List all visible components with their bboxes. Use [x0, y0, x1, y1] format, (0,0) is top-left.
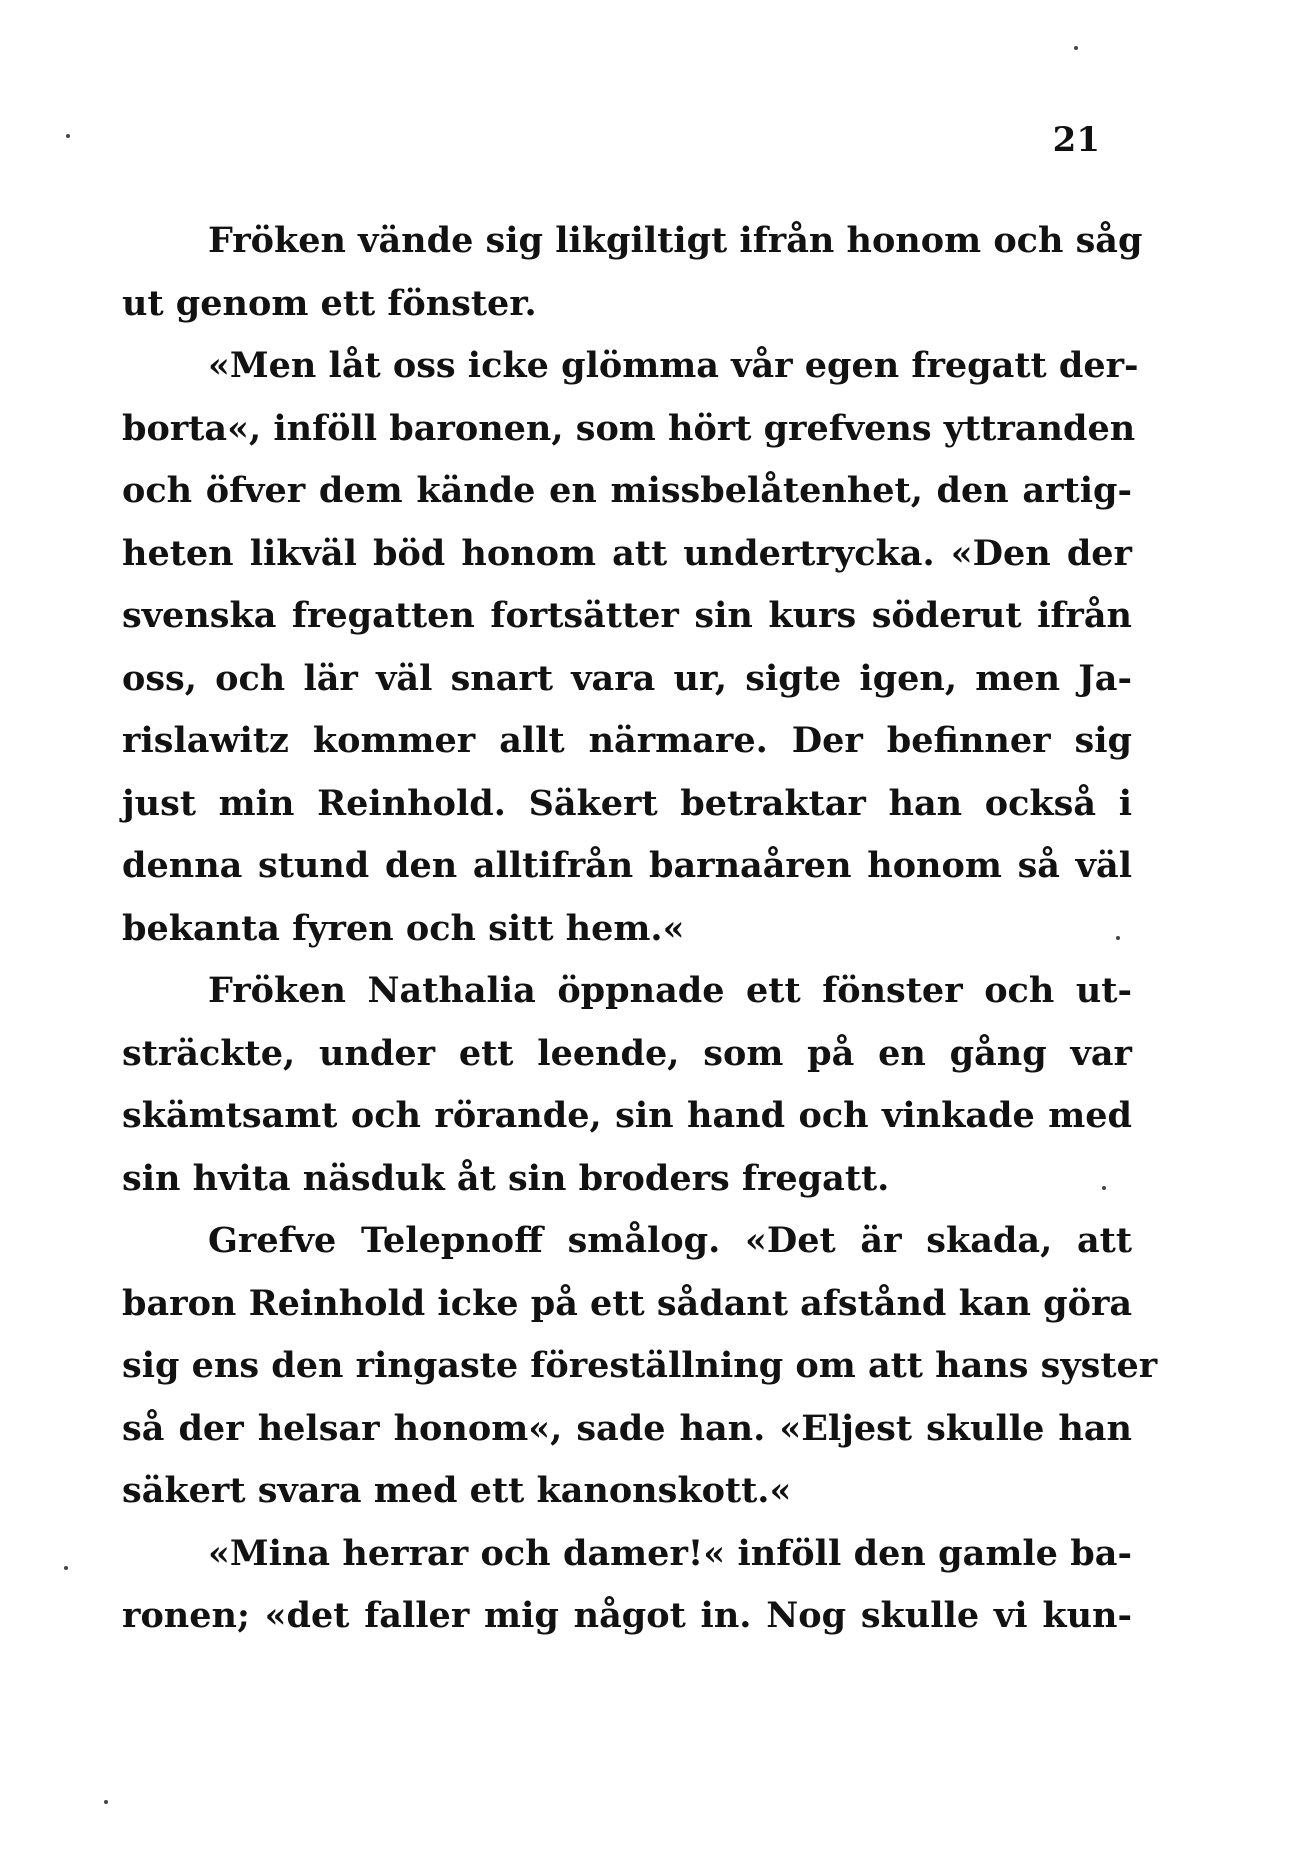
- text-line: denna stund den alltifrån barnaåren honom så väl: [122, 845, 1132, 886]
- text-line: och öfver dem kände en missbelåtenhet, den artig-: [122, 470, 1132, 511]
- text-line: just min Reinhold. Säkert betraktar han också i: [122, 782, 1132, 824]
- text-line: sig ens den ringaste föreställning om att hans syster: [122, 1345, 1158, 1386]
- text-line: sträckte, under ett leende, som på en gång var: [122, 1032, 1132, 1074]
- print-speck: [1116, 936, 1120, 940]
- text-line: ronen; «det faller mig något in. Nog skulle vi kun-: [122, 1595, 1132, 1636]
- text-line: ut genom ett fönster.: [122, 282, 537, 324]
- page-number: 21: [1052, 120, 1100, 160]
- text-line: «Men låt oss icke glömma vår egen fregatt der-: [208, 345, 1139, 386]
- text-line: heten likväl böd honom att undertrycka. «Den der: [122, 532, 1132, 574]
- text-line: svenska fregatten fortsätter sin kurs söderut ifrån: [122, 595, 1132, 636]
- text-line: bekanta fyren och sitt hem.«: [122, 907, 685, 949]
- text-line: rislawitz kommer allt närmare. Der befinner sig: [122, 720, 1132, 761]
- text-line: sin hvita näsduk åt sin broders fregatt.: [122, 1157, 890, 1199]
- body-text: [122, 210, 1158, 1648]
- print-speck: [104, 1800, 108, 1804]
- text-line: oss, och lär väl snart vara ur, sigte igen, men Ja-: [122, 657, 1132, 699]
- text-line: borta«, inföll baronen, som hört grefvens yttranden: [122, 407, 1136, 449]
- text-line: baron Reinhold icke på ett sådant afstånd kan göra: [122, 1282, 1133, 1324]
- print-speck: [1102, 1186, 1106, 1190]
- text-line: Fröken Nathalia öppnade ett fönster och ut-: [208, 970, 1132, 1011]
- print-speck: [66, 134, 70, 138]
- text-line: Grefve Telepnoff smålog. «Det är skada, att: [208, 1220, 1132, 1261]
- text-line: säkert svara med ett kanonskott.«: [122, 1470, 792, 1511]
- text-line: så der helsar honom«, sade han. «Eljest skulle han: [122, 1407, 1132, 1449]
- text-line: skämtsamt och rörande, sin hand och vinkade med: [122, 1095, 1132, 1136]
- print-speck: [64, 1566, 68, 1570]
- print-speck: [1074, 46, 1078, 50]
- text-line: Fröken vände sig likgiltigt ifrån honom och såg: [208, 220, 1143, 261]
- text-line: «Mina herrar och damer!« inföll den gamle ba-: [208, 1532, 1132, 1574]
